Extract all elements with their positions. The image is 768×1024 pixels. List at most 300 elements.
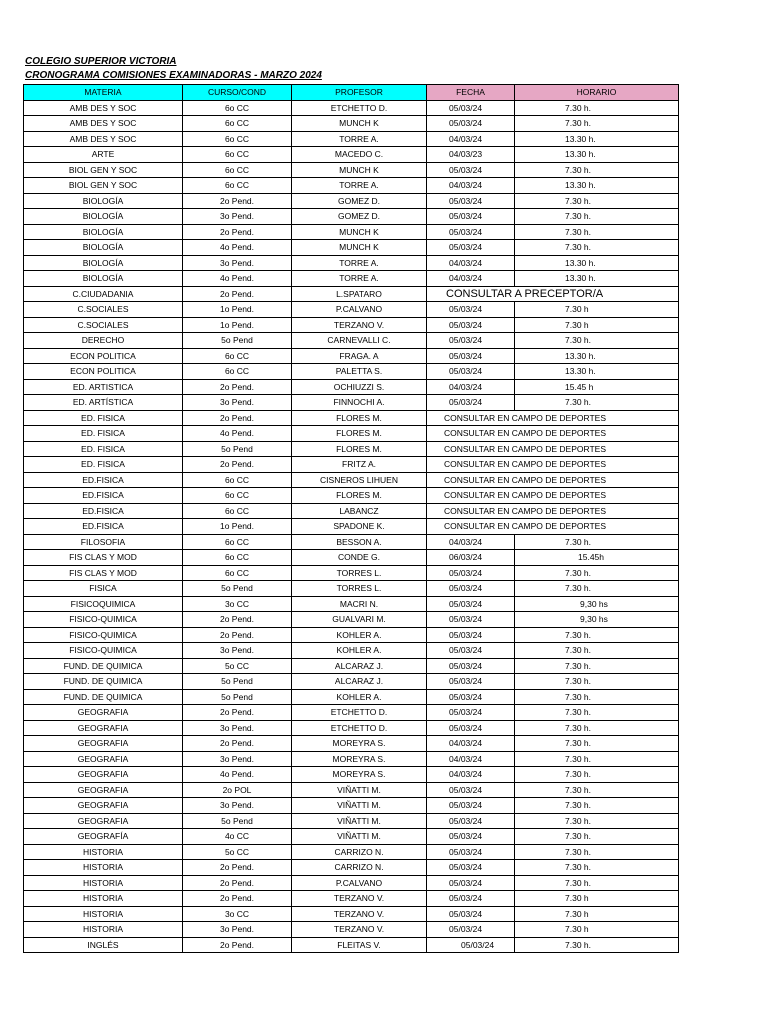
table-row [24, 705, 679, 721]
fecha-cell: 05/03/24 [427, 860, 515, 876]
curso-cell: 6o CC [183, 348, 292, 364]
horario-cell: 15.45 h [515, 379, 679, 395]
horario-cell: 7.30 h [515, 891, 679, 907]
fecha-cell: 05/03/24 [427, 333, 515, 349]
table-row [24, 751, 679, 767]
curso-cell: 2o Pend. [183, 224, 292, 240]
table-row [24, 565, 679, 581]
curso-cell: 1o Pend. [183, 519, 292, 535]
curso-cell: 6o CC [183, 162, 292, 178]
curso-cell: 3o Pend. [183, 798, 292, 814]
profesor-cell: MOREYRA S. [292, 767, 427, 783]
table-row [24, 798, 679, 814]
table-row [24, 457, 679, 473]
horario-cell: 7.30 h. [515, 643, 679, 659]
horario-cell: 7.30 h. [515, 751, 679, 767]
profesor-cell: TERZANO V. [292, 891, 427, 907]
table-row [24, 364, 679, 380]
fecha-cell: 05/03/24 [427, 317, 515, 333]
table-row [24, 891, 679, 907]
horario-cell: 13.30 h. [515, 178, 679, 194]
curso-cell: 2o Pend. [183, 627, 292, 643]
horario-cell: 7.30 h. [515, 565, 679, 581]
curso-cell: 5o Pend [183, 813, 292, 829]
profesor-cell: VIÑATTI M. [292, 782, 427, 798]
table-row [24, 782, 679, 798]
materia-cell: ED. ARTISTICA [24, 379, 183, 395]
table-row [24, 844, 679, 860]
table-row [24, 627, 679, 643]
table-row [24, 317, 679, 333]
materia-cell: ECON POLITICA [24, 364, 183, 380]
curso-cell: 3o Pend. [183, 751, 292, 767]
curso-cell: 2o Pend. [183, 457, 292, 473]
materia-cell: GEOGRAFIA [24, 720, 183, 736]
materia-cell: BIOL GEN Y SOC [24, 162, 183, 178]
curso-cell: 5o Pend [183, 689, 292, 705]
profesor-cell: GUALVARI M. [292, 612, 427, 628]
materia-cell: FUND. DE QUIMICA [24, 658, 183, 674]
horario-cell: 7.30 h [515, 317, 679, 333]
curso-cell: 2o Pend. [183, 875, 292, 891]
note-cell: CONSULTAR EN CAMPO DE DEPORTES [427, 426, 679, 442]
fecha-cell: 05/03/24 [427, 813, 515, 829]
profesor-cell: ETCHETTO D. [292, 100, 427, 116]
materia-cell: ED.FISICA [24, 472, 183, 488]
fecha-cell: 05/03/24 [427, 798, 515, 814]
materia-cell: AMB DES Y SOC [24, 116, 183, 132]
curso-cell: 2o Pend. [183, 860, 292, 876]
profesor-cell: P.CALVANO [292, 302, 427, 318]
materia-cell: BIOLOGÍA [24, 193, 183, 209]
materia-cell: ARTE [24, 147, 183, 163]
note-cell: CONSULTAR EN CAMPO DE DEPORTES [427, 457, 679, 473]
materia-cell: BIOLOGÍA [24, 224, 183, 240]
horario-cell: 7.30 h. [515, 100, 679, 116]
curso-cell: 1o Pend. [183, 302, 292, 318]
horario-cell: 7.30 h. [515, 333, 679, 349]
materia-cell: ECON POLITICA [24, 348, 183, 364]
profesor-cell: KOHLER A. [292, 627, 427, 643]
profesor-cell: VIÑATTI M. [292, 829, 427, 845]
note-cell: CONSULTAR EN CAMPO DE DEPORTES [427, 519, 679, 535]
profesor-cell: MUNCH K [292, 116, 427, 132]
profesor-cell: VIÑATTI M. [292, 813, 427, 829]
materia-cell: BIOL GEN Y SOC [24, 178, 183, 194]
horario-cell: 7.30 h. [515, 116, 679, 132]
horario-cell: 7.30 h. [515, 224, 679, 240]
table-row [24, 767, 679, 783]
horario-cell: 9,30 hs [515, 612, 679, 628]
fecha-cell: 04/03/24 [427, 534, 515, 550]
horario-cell: 7.30 h. [515, 844, 679, 860]
profesor-cell: KOHLER A. [292, 689, 427, 705]
fecha-cell: 05/03/24 [427, 705, 515, 721]
profesor-cell: TORRE A. [292, 271, 427, 287]
materia-cell: BIOLOGÍA [24, 240, 183, 256]
note-cell: CONSULTAR EN CAMPO DE DEPORTES [427, 441, 679, 457]
materia-cell: GEOGRAFIA [24, 751, 183, 767]
fecha-cell: 05/03/24 [427, 209, 515, 225]
profesor-cell: TORRE A. [292, 131, 427, 147]
profesor-cell: FLORES M. [292, 410, 427, 426]
table-row [24, 240, 679, 256]
profesor-cell: GOMEZ D. [292, 209, 427, 225]
horario-cell: 13.30 h. [515, 271, 679, 287]
horario-cell: 9,30 hs [515, 596, 679, 612]
horario-cell: 7.30 h. [515, 829, 679, 845]
table-row [24, 209, 679, 225]
profesor-cell: ALCARAZ J. [292, 658, 427, 674]
fecha-cell: 06/03/24 [427, 550, 515, 566]
materia-cell: HISTORIA [24, 906, 183, 922]
profesor-cell: TORRE A. [292, 255, 427, 271]
table-row [24, 596, 679, 612]
materia-cell: ED. ARTÍSTICA [24, 395, 183, 411]
fecha-cell: 04/03/24 [427, 751, 515, 767]
note-cell: CONSULTAR EN CAMPO DE DEPORTES [427, 410, 679, 426]
fecha-cell: 05/03/24 [427, 240, 515, 256]
profesor-cell: FRITZ A. [292, 457, 427, 473]
note-cell: CONSULTAR EN CAMPO DE DEPORTES [427, 503, 679, 519]
profesor-cell: SPADONE K. [292, 519, 427, 535]
materia-cell: GEOGRAFIA [24, 736, 183, 752]
fecha-cell: 05/03/24 [427, 891, 515, 907]
materia-cell: FISICA [24, 581, 183, 597]
curso-cell: 2o Pend. [183, 612, 292, 628]
table-row [24, 379, 679, 395]
curso-cell: 5o CC [183, 658, 292, 674]
materia-cell: FUND. DE QUIMICA [24, 674, 183, 690]
materia-cell: FUND. DE QUIMICA [24, 689, 183, 705]
curso-cell: 6o CC [183, 472, 292, 488]
curso-cell: 3o Pend. [183, 395, 292, 411]
fecha-cell: 04/03/24 [427, 255, 515, 271]
curso-cell: 6o CC [183, 364, 292, 380]
materia-cell: FIS CLAS Y MOD [24, 565, 183, 581]
horario-cell: 7.30 h. [515, 627, 679, 643]
fecha-cell: 05/03/24 [427, 937, 515, 953]
horario-cell: 7.30 h. [515, 767, 679, 783]
profesor-cell: TORRES L. [292, 581, 427, 597]
materia-cell: BIOLOGÍA [24, 255, 183, 271]
curso-cell: 6o CC [183, 488, 292, 504]
horario-cell: 7.30 h. [515, 813, 679, 829]
fecha-cell: 05/03/24 [427, 844, 515, 860]
materia-cell: AMB DES Y SOC [24, 131, 183, 147]
profesor-cell: KOHLER A. [292, 643, 427, 659]
table-row [24, 689, 679, 705]
fecha-cell: 05/03/24 [427, 922, 515, 938]
materia-cell: C.SOCIALES [24, 302, 183, 318]
note-cell: CONSULTAR EN CAMPO DE DEPORTES [427, 488, 679, 504]
table-row [24, 813, 679, 829]
horario-cell: 7.30 h. [515, 162, 679, 178]
table-row [24, 426, 679, 442]
profesor-cell: MACRI N. [292, 596, 427, 612]
curso-cell: 3o Pend. [183, 720, 292, 736]
materia-cell: GEOGRAFÍA [24, 829, 183, 845]
horario-cell: 7.30 h. [515, 209, 679, 225]
curso-cell: 3o Pend. [183, 643, 292, 659]
column-header-curso: CURSO/COND [183, 85, 292, 101]
school-name: COLEGIO SUPERIOR VICTORIA [25, 56, 177, 67]
materia-cell: ED.FISICA [24, 519, 183, 535]
profesor-cell: MACEDO C. [292, 147, 427, 163]
horario-cell: 7.30 h. [515, 581, 679, 597]
profesor-cell: MUNCH K [292, 240, 427, 256]
horario-cell: 7.30 h. [515, 720, 679, 736]
profesor-cell: FRAGA. A [292, 348, 427, 364]
materia-cell: FILOSOFIA [24, 534, 183, 550]
curso-cell: 4o Pend. [183, 271, 292, 287]
fecha-cell: 05/03/24 [427, 224, 515, 240]
fecha-cell: 04/03/24 [427, 736, 515, 752]
horario-cell: 13.30 h. [515, 147, 679, 163]
horario-cell: 7.30 h. [515, 798, 679, 814]
table-row [24, 410, 679, 426]
horario-cell: 13.30 h. [515, 255, 679, 271]
materia-cell: HISTORIA [24, 875, 183, 891]
horario-cell: 7.30 h. [515, 193, 679, 209]
profesor-cell: FLORES M. [292, 488, 427, 504]
fecha-cell: 05/03/24 [427, 612, 515, 628]
horario-cell: 7.30 h. [515, 689, 679, 705]
fecha-cell: 04/03/24 [427, 271, 515, 287]
fecha-cell: 05/03/24 [427, 643, 515, 659]
table-row [24, 875, 679, 891]
fecha-cell: 05/03/24 [427, 906, 515, 922]
curso-cell: 4o Pend. [183, 767, 292, 783]
table-row [24, 286, 679, 302]
curso-cell: 2o Pend. [183, 193, 292, 209]
materia-cell: FISICOQUIMICA [24, 596, 183, 612]
fecha-cell: 05/03/24 [427, 782, 515, 798]
table-body [24, 100, 679, 953]
fecha-cell: 05/03/24 [427, 689, 515, 705]
profesor-cell: CARRIZO N. [292, 860, 427, 876]
horario-cell: 7.30 h [515, 922, 679, 938]
horario-cell: 15.45h [515, 550, 679, 566]
profesor-cell: TERZANO V. [292, 906, 427, 922]
profesor-cell: MUNCH K [292, 224, 427, 240]
profesor-cell: ETCHETTO D. [292, 720, 427, 736]
profesor-cell: TORRES L. [292, 565, 427, 581]
fecha-cell: 05/03/24 [427, 674, 515, 690]
horario-cell: 7.30 h. [515, 937, 679, 953]
profesor-cell: FINNOCHI A. [292, 395, 427, 411]
curso-cell: 2o Pend. [183, 286, 292, 302]
table-row [24, 348, 679, 364]
table-row [24, 255, 679, 271]
fecha-cell: 05/03/24 [427, 627, 515, 643]
fecha-cell: 05/03/24 [427, 302, 515, 318]
table-row [24, 147, 679, 163]
materia-cell: HISTORIA [24, 922, 183, 938]
materia-cell: ED.FISICA [24, 503, 183, 519]
horario-cell: 13.30 h. [515, 131, 679, 147]
document-header [25, 55, 322, 83]
curso-cell: 6o CC [183, 178, 292, 194]
horario-cell: 7.30 h. [515, 705, 679, 721]
profesor-cell: TERZANO V. [292, 317, 427, 333]
table-row [24, 503, 679, 519]
table-row [24, 178, 679, 194]
curso-cell: 1o Pend. [183, 317, 292, 333]
profesor-cell: MUNCH K [292, 162, 427, 178]
fecha-cell: 05/03/24 [427, 395, 515, 411]
profesor-cell: L.SPATARO [292, 286, 427, 302]
curso-cell: 5o CC [183, 844, 292, 860]
materia-cell: GEOGRAFIA [24, 705, 183, 721]
table-row [24, 193, 679, 209]
profesor-cell: ALCARAZ J. [292, 674, 427, 690]
materia-cell: HISTORIA [24, 891, 183, 907]
materia-cell: FIS CLAS Y MOD [24, 550, 183, 566]
fecha-cell: 05/03/24 [427, 348, 515, 364]
fecha-cell: 04/03/24 [427, 178, 515, 194]
curso-cell: 6o CC [183, 503, 292, 519]
profesor-cell: FLEITAS V. [292, 937, 427, 953]
curso-cell: 2o Pend. [183, 891, 292, 907]
materia-cell: ED.FISICA [24, 488, 183, 504]
profesor-cell: TORRE A. [292, 178, 427, 194]
materia-cell: C.SOCIALES [24, 317, 183, 333]
profesor-cell: FLORES M. [292, 441, 427, 457]
curso-cell: 4o Pend. [183, 426, 292, 442]
table-row [24, 302, 679, 318]
profesor-cell: GOMEZ D. [292, 193, 427, 209]
horario-cell: 7.30 h. [515, 736, 679, 752]
table-header-row [24, 85, 679, 101]
curso-cell: 2o Pend. [183, 736, 292, 752]
document-subtitle: CRONOGRAMA COMISIONES EXAMINADORAS - MARZO 2024 [25, 70, 322, 81]
materia-cell: ED. FISICA [24, 426, 183, 442]
table-row [24, 937, 679, 953]
fecha-cell: 05/03/24 [427, 100, 515, 116]
materia-cell: BIOLOGÍA [24, 271, 183, 287]
table-row [24, 829, 679, 845]
curso-cell: 2o Pend. [183, 705, 292, 721]
table-row [24, 100, 679, 116]
materia-cell: GEOGRAFIA [24, 798, 183, 814]
table-row [24, 906, 679, 922]
profesor-cell: P.CALVANO [292, 875, 427, 891]
exam-schedule-table [23, 84, 679, 953]
materia-cell: HISTORIA [24, 860, 183, 876]
table-row [24, 550, 679, 566]
table-row [24, 472, 679, 488]
curso-cell: 6o CC [183, 534, 292, 550]
materia-cell: BIOLOGÍA [24, 209, 183, 225]
table-row [24, 643, 679, 659]
materia-cell: AMB DES Y SOC [24, 100, 183, 116]
materia-cell: ED. FISICA [24, 441, 183, 457]
curso-cell: 6o CC [183, 116, 292, 132]
curso-cell: 2o Pend. [183, 379, 292, 395]
curso-cell: 4o CC [183, 829, 292, 845]
fecha-cell: 05/03/24 [427, 116, 515, 132]
fecha-cell: 05/03/24 [427, 596, 515, 612]
curso-cell: 5o Pend [183, 674, 292, 690]
horario-cell: 7.30 h. [515, 860, 679, 876]
table-row [24, 860, 679, 876]
table-row [24, 736, 679, 752]
profesor-cell: CISNEROS LIHUEN [292, 472, 427, 488]
horario-cell: 7.30 h. [515, 395, 679, 411]
table-row [24, 612, 679, 628]
materia-cell: DERECHO [24, 333, 183, 349]
column-header-materia: MATERIA [24, 85, 183, 101]
profesor-cell: BESSON A. [292, 534, 427, 550]
table-row [24, 333, 679, 349]
table-row [24, 519, 679, 535]
column-header-fecha: FECHA [427, 85, 515, 101]
horario-cell: 7.30 h. [515, 534, 679, 550]
materia-cell: FISICO-QUIMICA [24, 627, 183, 643]
profesor-cell: CONDE G. [292, 550, 427, 566]
profesor-cell: CARNEVALLI C. [292, 333, 427, 349]
materia-cell: HISTORIA [24, 844, 183, 860]
profesor-cell: ETCHETTO D. [292, 705, 427, 721]
fecha-cell: 04/03/24 [427, 131, 515, 147]
materia-cell: GEOGRAFIA [24, 767, 183, 783]
table-row [24, 271, 679, 287]
fecha-cell: 04/03/24 [427, 379, 515, 395]
materia-cell: GEOGRAFIA [24, 813, 183, 829]
horario-cell: 7.30 h. [515, 875, 679, 891]
profesor-cell: LABANCZ [292, 503, 427, 519]
table-row [24, 488, 679, 504]
materia-cell: FISICO-QUIMICA [24, 643, 183, 659]
curso-cell: 3o Pend. [183, 209, 292, 225]
curso-cell: 3o CC [183, 596, 292, 612]
horario-cell: 7.30 h. [515, 782, 679, 798]
fecha-cell: 05/03/24 [427, 581, 515, 597]
materia-cell: FISICO-QUIMICA [24, 612, 183, 628]
table-row [24, 720, 679, 736]
table-row [24, 441, 679, 457]
table-row [24, 534, 679, 550]
fecha-cell: 05/03/24 [427, 565, 515, 581]
horario-cell: 7.30 h. [515, 674, 679, 690]
horario-cell: 7.30 h [515, 906, 679, 922]
horario-cell: 7.30 h [515, 302, 679, 318]
table-row [24, 658, 679, 674]
horario-cell: 13.30 h. [515, 364, 679, 380]
table-row [24, 395, 679, 411]
profesor-cell: CARRIZO N. [292, 844, 427, 860]
materia-cell: ED. FISICA [24, 410, 183, 426]
fecha-cell: 05/03/24 [427, 875, 515, 891]
curso-cell: 5o Pend [183, 581, 292, 597]
curso-cell: 6o CC [183, 100, 292, 116]
curso-cell: 3o Pend. [183, 255, 292, 271]
curso-cell: 2o Pend. [183, 410, 292, 426]
column-header-profesor: PROFESOR [292, 85, 427, 101]
table-row [24, 922, 679, 938]
curso-cell: 4o Pend. [183, 240, 292, 256]
table-row [24, 131, 679, 147]
fecha-cell: 05/03/24 [427, 162, 515, 178]
fecha-cell: 04/03/24 [427, 767, 515, 783]
profesor-cell: FLORES M. [292, 426, 427, 442]
materia-cell: INGLÉS [24, 937, 183, 953]
curso-cell: 2o Pend. [183, 937, 292, 953]
fecha-cell: 05/03/24 [427, 720, 515, 736]
horario-cell: 7.30 h. [515, 240, 679, 256]
table-row [24, 162, 679, 178]
